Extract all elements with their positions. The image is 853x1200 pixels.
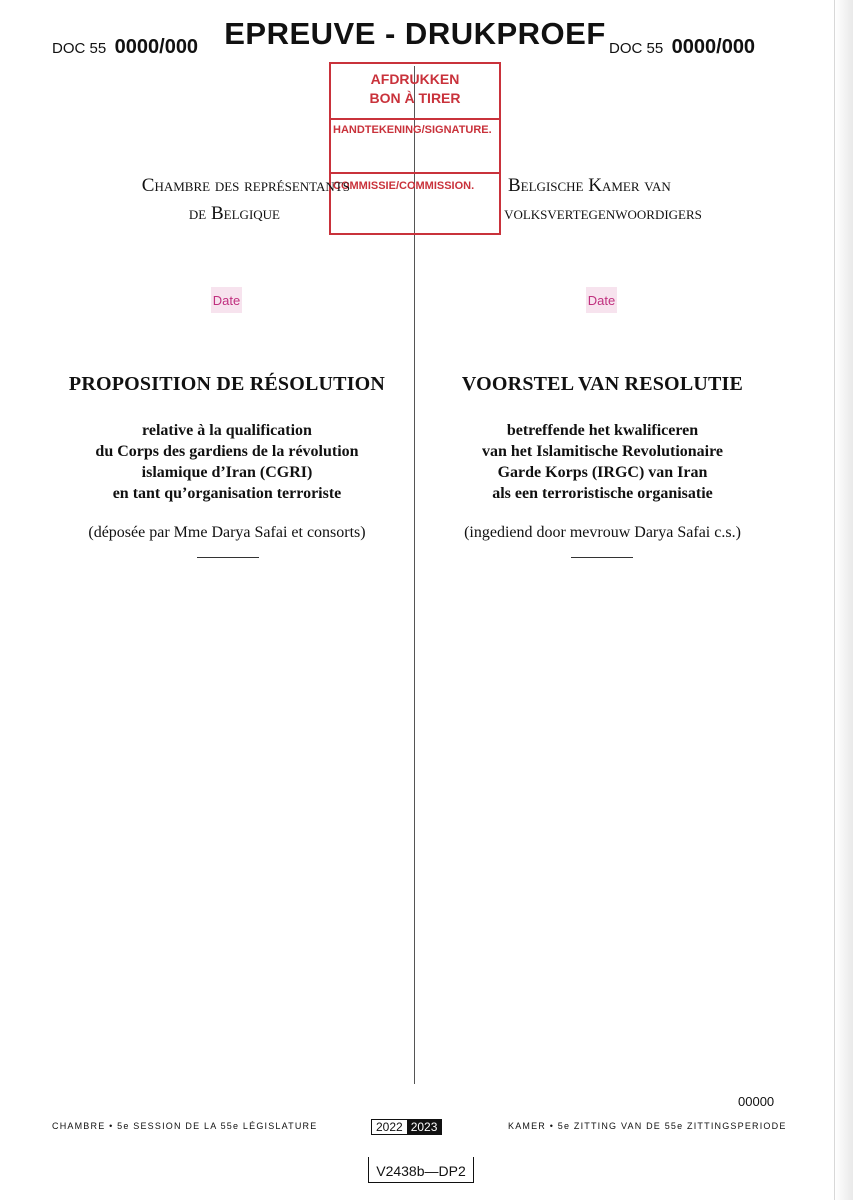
page-title: EPREUVE - DRUKPROEF <box>224 16 606 51</box>
subtitle-line: en tant qu’organisation terroriste <box>112 485 342 502</box>
footer-session-fr: CHAMBRE • 5e SESSION DE LA 55e LÉGISLATURE <box>52 1121 318 1131</box>
version-code: V2438b—DP2 <box>368 1157 474 1183</box>
stamp-signature-field: HANDTEKENING/SIGNATURE. <box>331 120 499 174</box>
doc-prefix: DOC 55 <box>52 40 107 57</box>
doc-prefix: DOC 55 <box>609 40 664 57</box>
chamber-name-nl <box>468 172 738 228</box>
date-field-fr[interactable]: Date <box>211 287 242 313</box>
stamp-line-1: AFDRUKKEN <box>370 71 460 87</box>
stamp-line-2: BON À TIRER <box>369 90 461 106</box>
year-start: 2022 <box>372 1120 407 1134</box>
stamp-header <box>331 64 499 120</box>
page-edge <box>834 0 853 1200</box>
chamber-fr-line-1: Chambre des représentants <box>141 175 350 196</box>
resolution-subtitle-nl <box>425 420 780 504</box>
doc-number: 0000/000 <box>114 36 199 58</box>
subtitle-line: als een terroristische organisatie <box>492 485 713 502</box>
subtitle-line: islamique d’Iran (CGRI) <box>141 464 313 481</box>
separator-rule-fr <box>197 557 259 558</box>
subtitle-line: van het Islamitische Revolutionaire <box>481 443 724 460</box>
date-field-nl[interactable]: Date <box>586 287 617 313</box>
year-end: 2023 <box>407 1120 442 1134</box>
resolution-subtitle-fr <box>52 420 402 504</box>
chamber-nl-line-2: volksvertegenwoordigers <box>504 203 702 224</box>
deposited-by-nl: (ingediend door mevrouw Darya Safai c.s.) <box>464 524 741 541</box>
session-year-box <box>371 1119 442 1135</box>
subtitle-line: Garde Korps (IRGC) van Iran <box>497 464 708 481</box>
chamber-name-fr <box>70 172 350 228</box>
chamber-nl-line-1: Belgische Kamer van <box>508 175 671 196</box>
separator-rule-nl <box>571 557 633 558</box>
page-number: 00000 <box>738 1094 775 1109</box>
subtitle-line: du Corps des gardiens de la révolution <box>95 443 359 460</box>
doc-number: 0000/000 <box>671 36 756 58</box>
doc-number-right <box>609 36 755 59</box>
chamber-fr-line-2: de Belgique <box>188 203 280 224</box>
subtitle-line: betreffende het kwalificeren <box>506 422 699 439</box>
resolution-title-nl: VOORSTEL VAN RESOLUTIE <box>461 373 744 395</box>
subtitle-line: relative à la qualification <box>142 422 312 439</box>
footer-session-nl: KAMER • 5e ZITTING VAN DE 55e ZITTINGSPERIODE <box>508 1121 787 1131</box>
deposited-by-fr: (déposée par Mme Darya Safai et consorts) <box>88 524 366 541</box>
stamp-commission-field: COMMISSIE/COMMISSION. <box>333 180 475 192</box>
resolution-title-fr: PROPOSITION DE RÉSOLUTION <box>68 373 386 395</box>
